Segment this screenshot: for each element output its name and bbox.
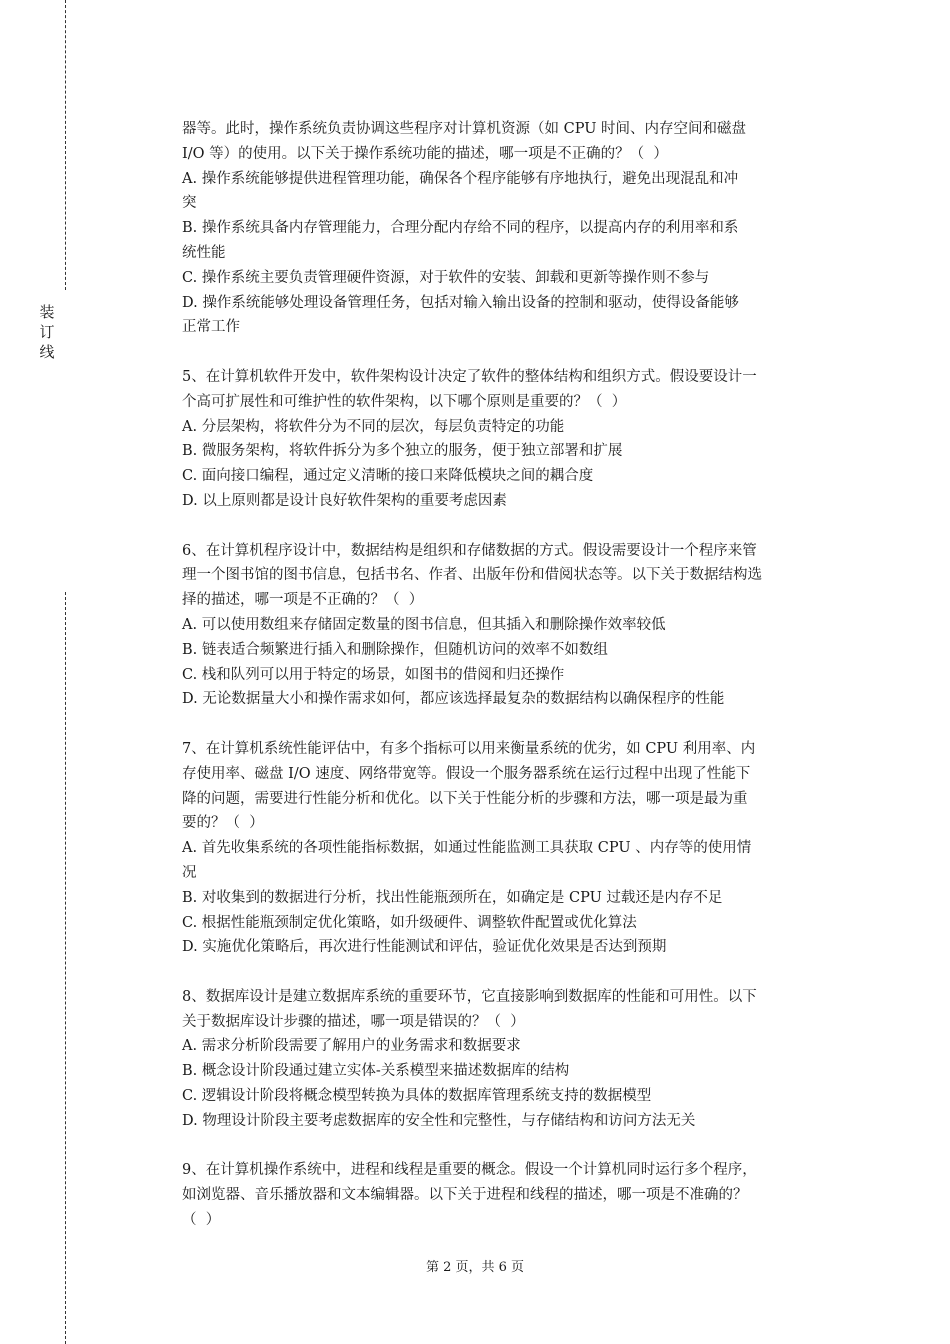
question-stem-line: 5、在计算机软件开发中，软件架构设计决定了软件的整体结构和组织方式。假设要设计一: [182, 368, 757, 385]
answer-option-line: 况: [182, 864, 197, 881]
answer-option[interactable]: [182, 1084, 842, 1109]
question-stem-line: 器等。此时，操作系统负责协调这些程序对计算机资源（如 CPU 时间、内存空间和磁盘: [182, 121, 747, 137]
question-block: [182, 365, 842, 514]
question-stem: [182, 737, 842, 836]
answer-option-line: B. 对收集到的数据进行分析，找出性能瓶颈所在，如确定是 CPU 过载还是内存不足: [182, 889, 723, 906]
question-gap: [182, 1134, 842, 1159]
question-gap: [182, 960, 842, 985]
answer-option-line: D. 无论数据量大小和操作需求如何，都应该选择最复杂的数据结构以确保程序的性能: [182, 691, 725, 708]
question-stem: [182, 1158, 842, 1232]
answer-option[interactable]: [182, 216, 842, 266]
question-block: [182, 117, 842, 340]
answer-option-line: D. 实施优化策略后，再次进行性能测试和评估，验证优化效果是否达到预期: [182, 939, 667, 956]
answer-option-line: C. 根据性能瓶颈制定优化策略，如升级硬件、调整软件配置或优化算法: [182, 914, 637, 931]
page-footer: 第 2 页，共 6 页: [425, 1260, 525, 1275]
answer-option[interactable]: [182, 911, 842, 936]
binding-dashed-line-top: [65, 0, 66, 290]
question-stem-line: 存使用率、磁盘 I/O 速度、网络带宽等。假设一个服务器系统在运行过程中出现了性能下: [182, 765, 751, 782]
answer-option-line: C. 栈和队列可以用于特定的场景，如图书的借阅和归还操作: [182, 666, 565, 683]
question-stem-line: 要的？（ ）: [182, 815, 264, 832]
question-block: [182, 985, 842, 1134]
answer-option[interactable]: [182, 291, 842, 341]
question-stem-line: 9、在计算机操作系统中，进程和线程是重要的概念。假设一个计算机同时运行多个程序，: [182, 1162, 757, 1179]
answer-option[interactable]: [182, 1034, 842, 1059]
answer-option[interactable]: [182, 489, 842, 514]
binding-char: 订: [39, 323, 55, 341]
answer-option[interactable]: [182, 935, 842, 960]
answer-option[interactable]: [182, 663, 842, 688]
answer-option-line: A. 操作系统能够提供进程管理功能，确保各个程序能够有序地执行，避免出现混乱和冲: [182, 170, 739, 187]
question-block: [182, 1158, 842, 1232]
question-stem-line: I/O 等）的使用。以下关于操作系统功能的描述，哪一项是不正确的？（ ）: [182, 145, 668, 162]
answer-option[interactable]: [182, 266, 842, 291]
answer-option-line: C. 操作系统主要负责管理硬件资源，对于软件的安装、卸载和更新等操作则不参与: [182, 269, 710, 286]
question-content: [182, 117, 842, 1233]
answer-option-line: 统性能: [182, 244, 226, 261]
answer-option[interactable]: [182, 1059, 842, 1084]
question-stem-line: 个高可扩展性和可维护性的软件架构，以下哪个原则是重要的？（ ）: [182, 393, 627, 410]
question-stem-line: 关于数据库设计步骤的描述，哪一项是错误的？（ ）: [182, 1013, 525, 1030]
question-stem-line: 如浏览器、音乐播放器和文本编辑器。以下关于进程和线程的描述，哪一项是不准确的？: [182, 1187, 748, 1204]
question-stem-line: 6、在计算机程序设计中，数据结构是组织和存储数据的方式。假设需要设计一个程序来管: [182, 542, 757, 559]
answer-option-line: B. 微服务架构，将软件拆分为多个独立的服务，便于独立部署和扩展: [182, 443, 623, 460]
question-stem-line: 7、在计算机系统性能评估中，有多个指标可以用来衡量系统的优劣，如 CPU 利用率、内: [182, 740, 756, 757]
answer-option-line: A. 首先收集系统的各项性能指标数据，如通过性能监测工具获取 CPU 、内存等的使用情: [182, 840, 752, 857]
answer-option[interactable]: [182, 613, 842, 638]
answer-option[interactable]: [182, 836, 842, 886]
question-stem: [182, 117, 842, 167]
binding-dashed-line-bottom: [65, 592, 66, 1344]
question-block: [182, 539, 842, 713]
question-stem-line: （ ）: [182, 1212, 221, 1229]
answer-option-line: B. 概念设计阶段通过建立实体-关系模型来描述数据库的结构: [182, 1063, 570, 1080]
question-stem-line: 降的问题，需要进行性能分析和优化。以下关于性能分析的步骤和方法，哪一项是最为重: [182, 790, 748, 807]
binding-char: 线: [39, 343, 55, 361]
question-block: [182, 737, 842, 960]
answer-option[interactable]: [182, 464, 842, 489]
question-stem-line: 择的描述，哪一项是不正确的？（ ）: [182, 592, 424, 609]
answer-option[interactable]: [182, 439, 842, 464]
answer-option-line: D. 物理设计阶段主要考虑数据库的安全性和完整性，与存储结构和访问方法无关: [182, 1112, 696, 1129]
question-stem-line: 理一个图书馆的图书信息，包括书名、作者、出版年份和借阅状态等。以下关于数据结构选: [182, 567, 762, 584]
answer-option-line: B. 链表适合频繁进行插入和删除操作，但随机访问的效率不如数组: [182, 641, 608, 658]
answer-option-line: A. 分层架构，将软件分为不同的层次，每层负责特定的功能: [182, 418, 565, 435]
answer-option[interactable]: [182, 1109, 842, 1134]
question-stem-line: 8、数据库设计是建立数据库系统的重要环节，它直接影响到数据库的性能和可用性。以下: [182, 988, 757, 1005]
answer-option[interactable]: [182, 886, 842, 911]
question-gap: [182, 712, 842, 737]
answer-option[interactable]: [182, 167, 842, 217]
answer-option[interactable]: [182, 415, 842, 440]
answer-option-line: A. 可以使用数组来存储固定数量的图书信息，但其插入和删除操作效率较低: [182, 616, 666, 633]
answer-option-line: C. 逻辑设计阶段将概念模型转换为具体的数据库管理系统支持的数据模型: [182, 1088, 652, 1105]
question-gap: [182, 340, 842, 365]
answer-option-line: B. 操作系统具备内存管理能力，合理分配内存给不同的程序，以提高内存的利用率和系: [182, 220, 739, 237]
question-stem: [182, 985, 842, 1035]
binding-label: [37, 302, 57, 362]
answer-option-line: D. 以上原则都是设计良好软件架构的重要考虑因素: [182, 492, 507, 509]
question-gap: [182, 514, 842, 539]
answer-option[interactable]: [182, 687, 842, 712]
answer-option-line: 正常工作: [182, 319, 240, 336]
binding-char: 装: [39, 303, 55, 321]
answer-option[interactable]: [182, 638, 842, 663]
answer-option-line: C. 面向接口编程，通过定义清晰的接口来降低模块之间的耦合度: [182, 468, 594, 485]
answer-option-line: D. 操作系统能够处理设备管理任务，包括对输入输出设备的控制和驱动，使得设备能够: [182, 294, 739, 311]
question-stem: [182, 365, 842, 415]
answer-option-line: 突: [182, 195, 197, 212]
question-stem: [182, 539, 842, 613]
answer-option-line: A. 需求分析阶段需要了解用户的业务需求和数据要求: [182, 1038, 521, 1055]
